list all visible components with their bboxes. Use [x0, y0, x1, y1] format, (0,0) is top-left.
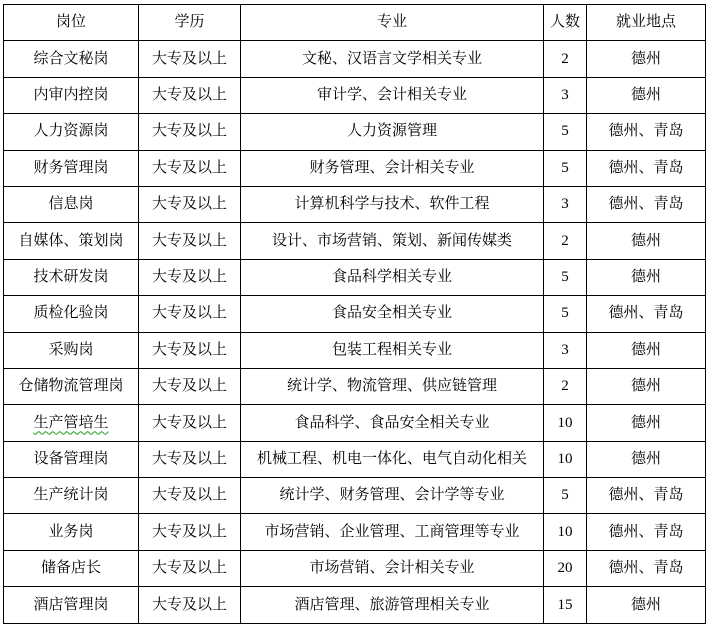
cell-education: 大专及以上 [139, 514, 241, 550]
cell-position: 设备管理岗 [4, 441, 139, 477]
cell-count: 5 [544, 259, 587, 295]
cell-education: 大专及以上 [139, 259, 241, 295]
cell-position: 采购岗 [4, 332, 139, 368]
cell-count: 2 [544, 41, 587, 77]
cell-education: 大专及以上 [139, 114, 241, 150]
cell-position: 生产统计岗 [4, 478, 139, 514]
cell-count: 10 [544, 405, 587, 441]
cell-major: 计算机科学与技术、软件工程 [241, 186, 544, 222]
cell-count: 20 [544, 550, 587, 586]
table-row [4, 587, 706, 623]
cell-education: 大专及以上 [139, 550, 241, 586]
cell-education: 大专及以上 [139, 441, 241, 477]
cell-count: 2 [544, 223, 587, 259]
cell-major: 食品安全相关专业 [241, 296, 544, 332]
cell-major: 财务管理、会计相关专业 [241, 150, 544, 186]
cell-major: 食品科学相关专业 [241, 259, 544, 295]
cell-education: 大专及以上 [139, 77, 241, 113]
cell-education: 大专及以上 [139, 150, 241, 186]
cell-location: 德州 [587, 405, 706, 441]
cell-education: 大专及以上 [139, 332, 241, 368]
cell-major: 统计学、物流管理、供应链管理 [241, 368, 544, 404]
cell-education: 大专及以上 [139, 478, 241, 514]
cell-education: 大专及以上 [139, 368, 241, 404]
table-row [4, 259, 706, 295]
cell-position: 生产管培生 [4, 405, 139, 441]
column-header-count: 人数 [544, 5, 587, 41]
table-row [4, 514, 706, 550]
cell-count: 3 [544, 186, 587, 222]
cell-position: 技术研发岗 [4, 259, 139, 295]
cell-major: 包装工程相关专业 [241, 332, 544, 368]
table-row [4, 405, 706, 441]
cell-position: 人力资源岗 [4, 114, 139, 150]
cell-location: 德州、青岛 [587, 186, 706, 222]
cell-location: 德州 [587, 41, 706, 77]
cell-major: 人力资源管理 [241, 114, 544, 150]
cell-count: 2 [544, 368, 587, 404]
cell-count: 10 [544, 514, 587, 550]
cell-location: 德州 [587, 223, 706, 259]
cell-major: 食品科学、食品安全相关专业 [241, 405, 544, 441]
cell-location: 德州、青岛 [587, 478, 706, 514]
cell-location: 德州 [587, 259, 706, 295]
cell-major: 文秘、汉语言文学相关专业 [241, 41, 544, 77]
cell-education: 大专及以上 [139, 41, 241, 77]
table-row [4, 368, 706, 404]
header-row [4, 5, 706, 41]
cell-education: 大专及以上 [139, 186, 241, 222]
cell-count: 15 [544, 587, 587, 623]
cell-position: 综合文秘岗 [4, 41, 139, 77]
cell-count: 10 [544, 441, 587, 477]
cell-location: 德州 [587, 368, 706, 404]
cell-count: 5 [544, 296, 587, 332]
cell-location: 德州 [587, 332, 706, 368]
cell-location: 德州 [587, 77, 706, 113]
cell-location: 德州、青岛 [587, 114, 706, 150]
cell-education: 大专及以上 [139, 296, 241, 332]
cell-position: 储备店长 [4, 550, 139, 586]
cell-major: 市场营销、企业管理、工商管理等专业 [241, 514, 544, 550]
table-row [4, 441, 706, 477]
cell-count: 5 [544, 478, 587, 514]
table-row [4, 296, 706, 332]
cell-position: 业务岗 [4, 514, 139, 550]
cell-major: 统计学、财务管理、会计学等专业 [241, 478, 544, 514]
table-row [4, 41, 706, 77]
cell-education: 大专及以上 [139, 587, 241, 623]
cell-major: 酒店管理、旅游管理相关专业 [241, 587, 544, 623]
table-row [4, 223, 706, 259]
table-row [4, 114, 706, 150]
column-header-major: 专业 [241, 5, 544, 41]
table-row [4, 478, 706, 514]
column-header-location: 就业地点 [587, 5, 706, 41]
cell-major: 机械工程、机电一体化、电气自动化相关 [241, 441, 544, 477]
cell-location: 德州 [587, 441, 706, 477]
cell-major: 市场营销、会计相关专业 [241, 550, 544, 586]
cell-location: 德州、青岛 [587, 296, 706, 332]
recruitment-table [3, 4, 706, 624]
cell-position: 仓储物流管理岗 [4, 368, 139, 404]
cell-count: 3 [544, 77, 587, 113]
cell-location: 德州、青岛 [587, 150, 706, 186]
cell-count: 5 [544, 150, 587, 186]
table-row [4, 550, 706, 586]
table-row [4, 150, 706, 186]
cell-count: 5 [544, 114, 587, 150]
cell-major: 审计学、会计相关专业 [241, 77, 544, 113]
cell-education: 大专及以上 [139, 223, 241, 259]
table-row [4, 77, 706, 113]
cell-position: 内审内控岗 [4, 77, 139, 113]
cell-location: 德州、青岛 [587, 514, 706, 550]
table-row [4, 186, 706, 222]
cell-education: 大专及以上 [139, 405, 241, 441]
cell-position: 信息岗 [4, 186, 139, 222]
cell-position: 财务管理岗 [4, 150, 139, 186]
cell-position: 质检化验岗 [4, 296, 139, 332]
cell-position: 酒店管理岗 [4, 587, 139, 623]
cell-position: 自媒体、策划岗 [4, 223, 139, 259]
cell-location: 德州、青岛 [587, 550, 706, 586]
cell-count: 3 [544, 332, 587, 368]
column-header-education: 学历 [139, 5, 241, 41]
cell-location: 德州 [587, 587, 706, 623]
column-header-position: 岗位 [4, 5, 139, 41]
table-row [4, 332, 706, 368]
cell-major: 设计、市场营销、策划、新闻传媒类 [241, 223, 544, 259]
